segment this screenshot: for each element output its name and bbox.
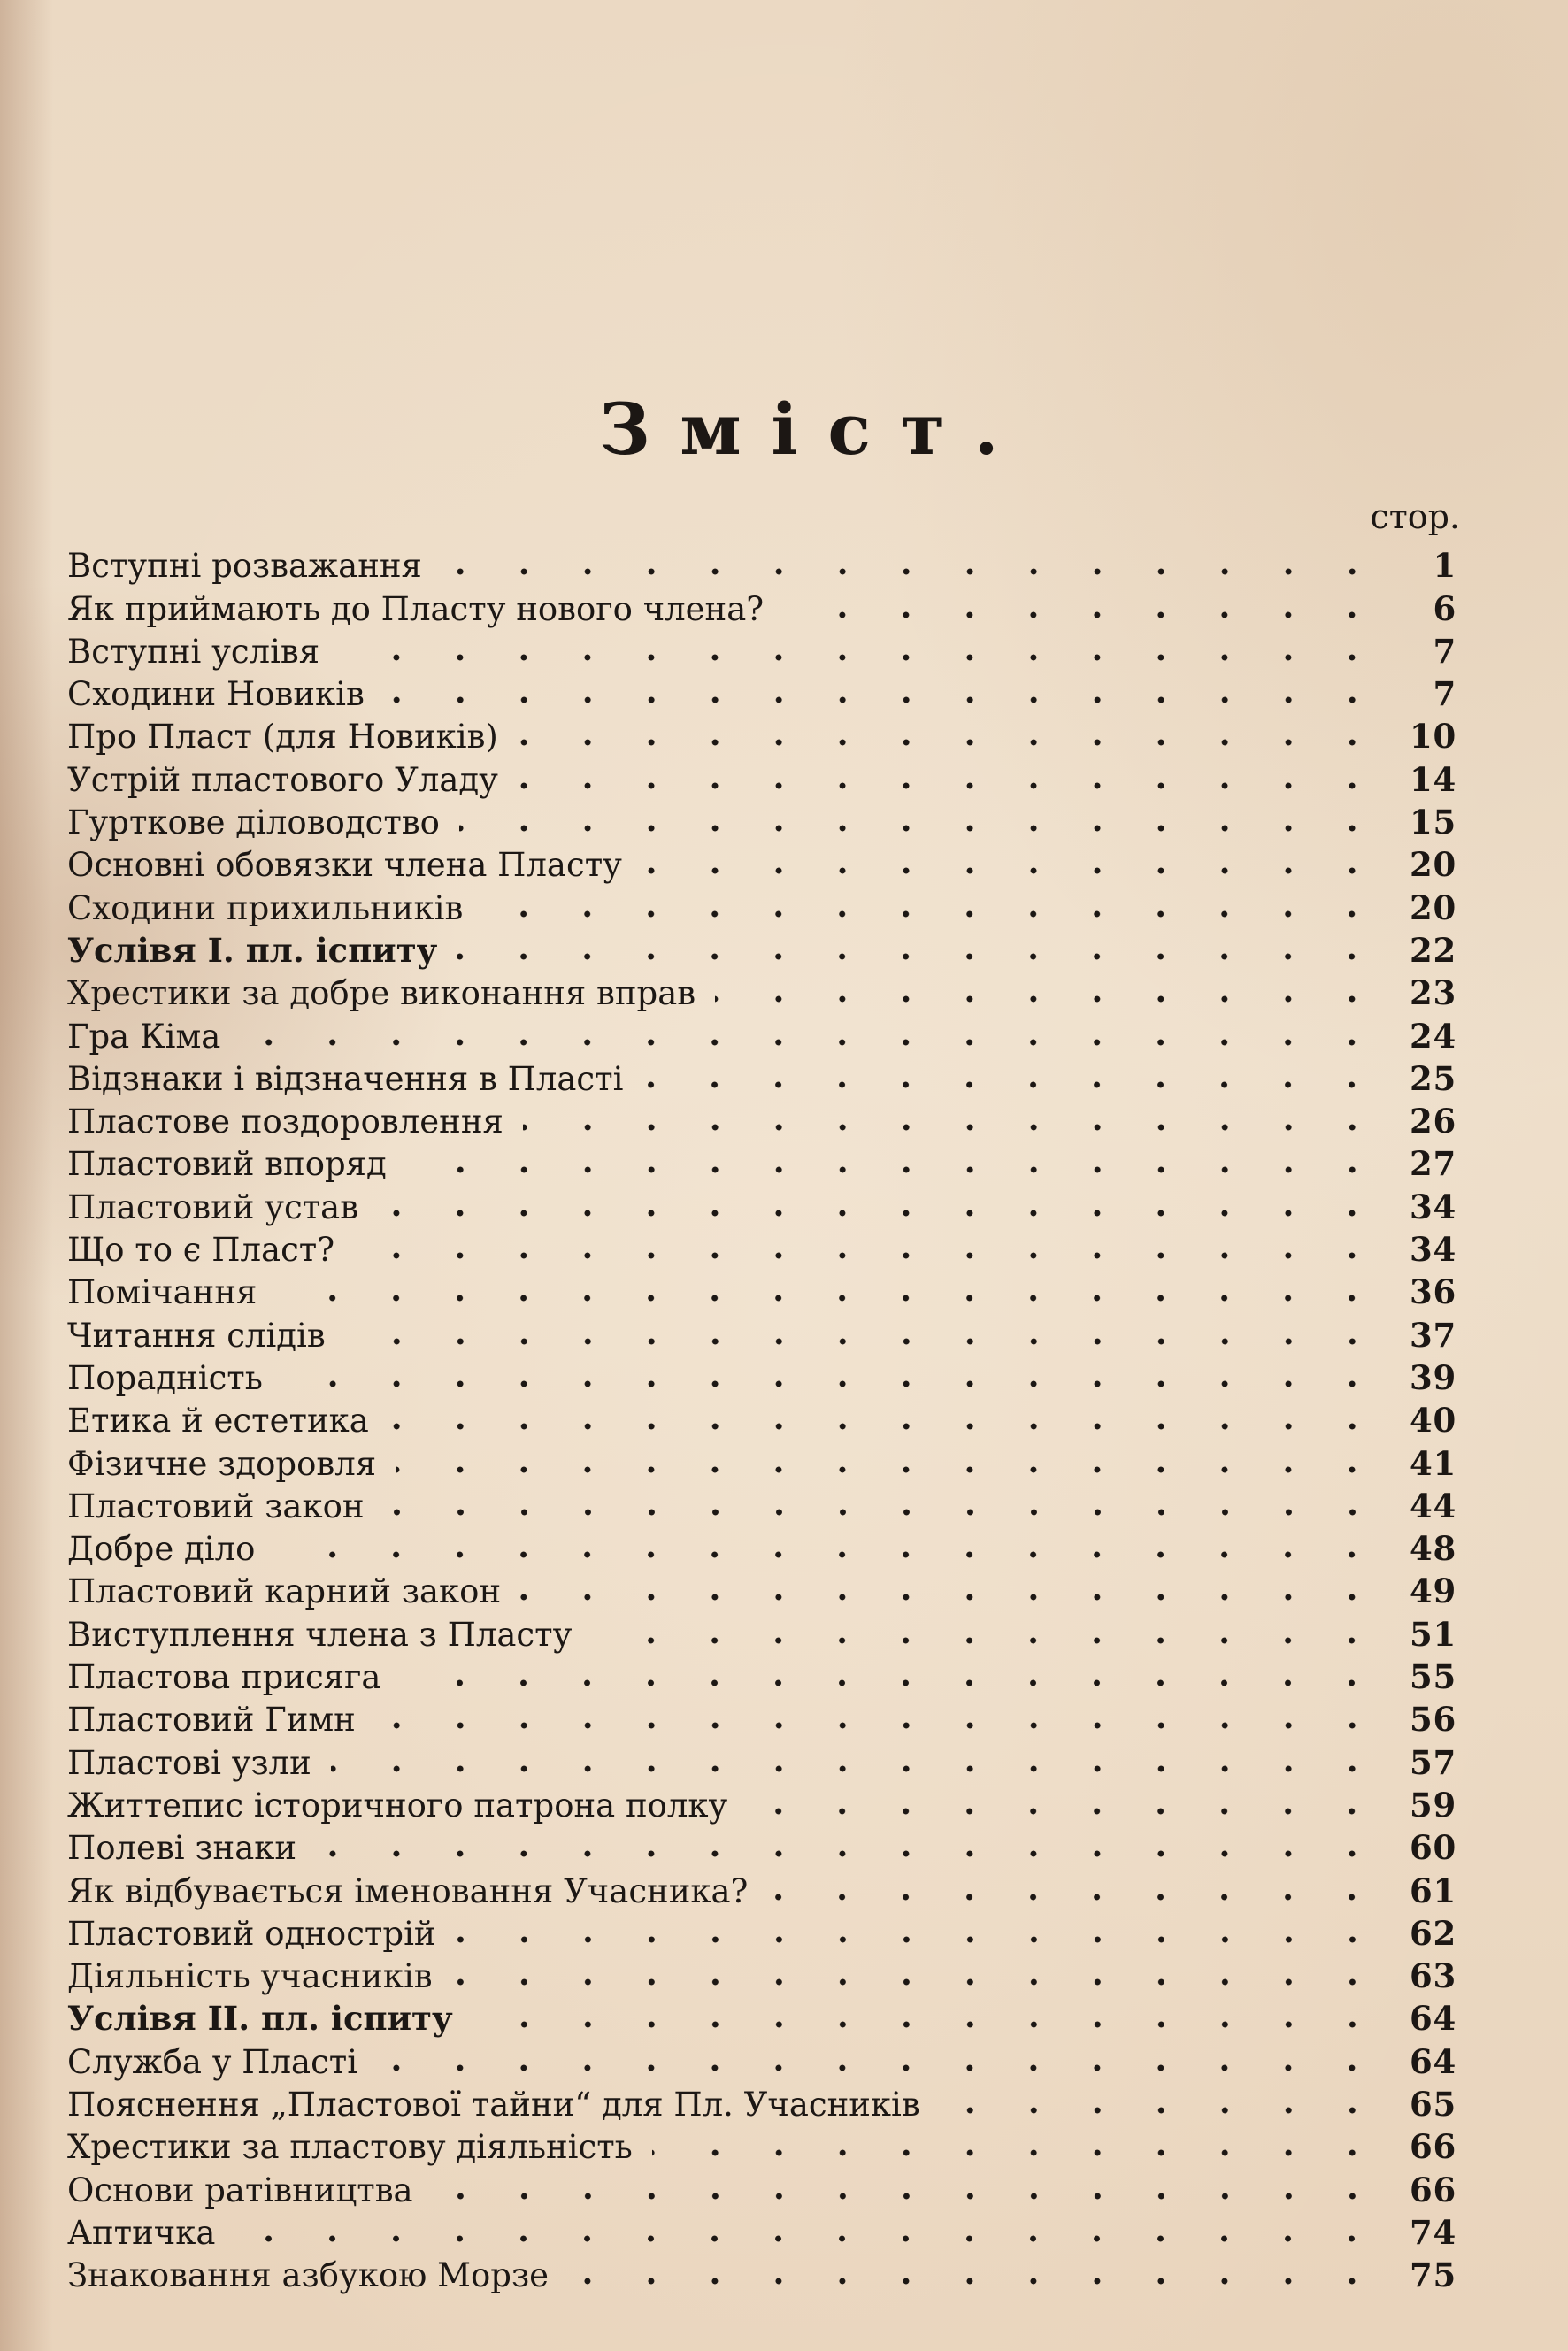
toc-entry [67,881,1457,927]
toc-entry-title: Помічання [67,1273,257,1312]
toc-entry-page: 23 [1410,973,1457,1013]
dot-leader [457,953,1384,960]
dot-leader [354,1252,1384,1259]
toc-entry [67,1352,1457,1397]
dot-leader [240,1039,1384,1046]
dot-leader [518,782,1384,789]
dot-leader [406,1166,1384,1173]
dot-leader [384,696,1384,703]
toc-entry-page: 34 [1410,1187,1457,1226]
toc-entry-page: 75 [1410,2255,1457,2295]
dot-leader [400,1679,1384,1686]
toc-entry-title: Пояснення „Пластової тайни“ для Пл. Учасників [67,2085,920,2124]
toc-entry-page: 64 [1410,2041,1457,2081]
page-edge-stain [0,0,53,2351]
toc-entry-title: Сходини Новиків [67,675,365,714]
toc-entry-title: Етика й естетика [67,1402,369,1441]
toc-entry [67,1864,1457,1910]
toc-entry-title: Услівя І. пл. іспиту [67,930,438,970]
toc-entry-title: Гра Кіма [67,1017,221,1056]
dot-leader [568,2278,1384,2285]
toc-entry [67,1523,1457,1569]
toc-entry-page: 44 [1410,1486,1457,1525]
dot-leader [652,2149,1384,2156]
dot-leader [384,1509,1384,1516]
toc-entry [67,1565,1457,1611]
dot-leader [783,611,1384,618]
toc-entry-title: Пластовий впоряд [67,1145,387,1184]
toc-entry [67,1180,1457,1226]
toc-entry [67,540,1457,586]
toc-entry [67,1822,1457,1868]
toc-entry [67,711,1457,757]
toc-entry-title: Пластові узли [67,1743,311,1782]
dot-leader [345,1338,1384,1345]
toc-entry-page: 25 [1410,1058,1457,1098]
toc-entry-page: 66 [1410,2170,1457,2209]
dot-leader [396,1466,1384,1473]
toc-entry-title: Полеві знаки [67,1829,297,1868]
toc-entry-page: 59 [1410,1785,1457,1825]
dot-leader [520,1594,1384,1601]
dot-leader [331,1765,1384,1772]
toc-entry-page: 20 [1410,845,1457,885]
toc-entry-title: Аптичка [67,2213,216,2252]
toc-entry [67,839,1457,885]
toc-entry [67,2249,1457,2295]
toc-entry [67,1779,1457,1825]
toc-entry-title: Услівя ІІ. пл. іспиту [67,1999,453,2039]
toc-entry-page: 61 [1410,1871,1457,1910]
toc-entry [67,925,1457,970]
toc-entry [67,1950,1457,1996]
toc-entry-title: Знаковання азбукою Морзе [67,2256,550,2295]
toc-entry-title: Відзнаки і відзначення в Пласті [67,1059,624,1098]
toc-entry [67,753,1457,799]
dot-leader [378,1210,1384,1217]
toc-entry-title: Як відбувається іменовання Учасника? [67,1871,749,1910]
dot-leader [375,1722,1384,1729]
toc-entry [67,1053,1457,1098]
toc-entry-title: Пластове поздоровлення [67,1103,503,1141]
dot-leader [473,2021,1384,2028]
toc-entry-title: Хрестики за добре виконання вправ [67,974,696,1013]
toc-entry-page: 36 [1410,1272,1457,1312]
toc-entry [67,2035,1457,2081]
dot-leader [433,2193,1384,2200]
toc-entry-title: Пластовий Гимн [67,1701,356,1740]
toc-entry [67,1138,1457,1184]
toc-entry-title: Пластова присяга [67,1658,381,1697]
toc-entry-title: Гурткове діловодство [67,803,440,842]
toc-entry-title: Основи ратівництва [67,2170,413,2209]
toc-entry [67,626,1457,671]
dot-leader [642,1081,1384,1088]
dot-leader [282,1380,1384,1387]
dot-leader [482,910,1384,918]
toc-entry-title: Пластовий карний закон [67,1572,502,1611]
toc-entry-page: 41 [1410,1443,1457,1483]
toc-entry-page: 6 [1433,588,1457,628]
toc-entry-page: 10 [1410,717,1457,757]
toc-entry-title: Основні обовязки члена Пласту [67,846,622,885]
toc-entry [67,1394,1457,1441]
toc-entry [67,796,1457,842]
toc-entry-page: 7 [1433,674,1457,714]
dot-leader [642,867,1384,874]
toc-entry [67,582,1457,628]
toc-entry [67,1266,1457,1312]
toc-entry-page: 56 [1410,1700,1457,1740]
toc-entry [67,2078,1457,2124]
toc-entry-page: 22 [1410,930,1457,970]
toc-entry [67,1309,1457,1355]
dot-leader [339,654,1384,661]
dot-leader [274,1551,1384,1558]
dot-leader [234,2235,1384,2242]
dot-leader [276,1295,1384,1302]
toc-entry-page: 14 [1410,759,1457,799]
toc-entry [67,1437,1457,1483]
dot-leader [456,1936,1384,1943]
toc-entry-page: 55 [1410,1657,1457,1697]
page-column-header: стор. [1370,497,1460,536]
toc-entry-title: Життепис історичного патрона полку [67,1786,728,1825]
toc-entry-title: Виступлення члена з Пласту [67,1615,573,1654]
dot-leader [523,1124,1384,1131]
toc-entry-page: 60 [1410,1828,1457,1868]
toc-entry-title: Діяльність учасників [67,1957,433,1996]
toc-entry-page: 39 [1410,1357,1457,1397]
toc-entry-title: Устрій пластового Уладу [67,760,498,799]
toc-entry [67,1095,1457,1141]
toc-entry-page: 57 [1410,1742,1457,1782]
toc-entry [67,1224,1457,1270]
dot-leader [442,568,1384,575]
dot-leader [591,1637,1384,1644]
toc-entry-title: Хрестики за пластову діяльність [67,2128,633,2167]
toc-entry [67,1010,1457,1056]
toc-entry-title: Порадність [67,1358,263,1397]
toc-entry-page: 49 [1410,1571,1457,1611]
toc-entry-title: Про Пласт (для Новиків) [67,718,498,757]
toc-entry-page: 64 [1410,1999,1457,2039]
toc-entry-title: Сходини прихильників [67,888,464,927]
toc-entry [67,2207,1457,2252]
toc-entry [67,1694,1457,1740]
toc-entry-title: Добре діло [67,1530,256,1569]
toc-entry-page: 24 [1410,1016,1457,1056]
toc-entry [67,2163,1457,2209]
dot-leader [767,1894,1384,1901]
table-of-contents [67,540,1457,2295]
toc-entry-page: 1 [1433,546,1457,586]
toc-entry-page: 27 [1410,1144,1457,1184]
toc-entry-page: 74 [1410,2212,1457,2252]
toc-entry [67,967,1457,1013]
dot-leader [388,1423,1384,1430]
toc-entry [67,1993,1457,2039]
page-title: Зміст. [598,388,1029,471]
toc-entry-page: 40 [1410,1401,1457,1441]
toc-entry-page: 63 [1410,1956,1457,1996]
toc-entry-page: 7 [1433,631,1457,671]
toc-entry-title: Вступні услівя [67,632,320,671]
dot-leader [940,2107,1384,2114]
toc-entry [67,1480,1457,1523]
toc-entry [67,1736,1457,1782]
dot-leader [452,1978,1384,1986]
toc-entry-page: 15 [1410,803,1457,842]
toc-entry-title: Пластовий однострій [67,1914,436,1953]
toc-entry [67,1908,1457,1953]
toc-entry-title: Як приймають до Пласту нового члена? [67,589,765,628]
toc-entry [67,1608,1457,1654]
toc-entry-page: 37 [1410,1315,1457,1355]
toc-entry [67,1651,1457,1697]
toc-entry-page: 65 [1410,2084,1457,2124]
toc-entry-page: 62 [1410,1913,1457,1953]
toc-entry-page: 48 [1410,1529,1457,1569]
toc-entry-page: 34 [1410,1230,1457,1270]
toc-entry-title: Що то є Пласт? [67,1231,335,1270]
dot-leader [316,1850,1384,1857]
toc-entry-title: Служба у Пласті [67,2042,358,2081]
toc-entry [67,2121,1457,2167]
toc-entry-title: Вступні розважання [67,547,422,586]
toc-entry-title: Пластовий закон [67,1487,365,1525]
toc-entry-title: Пластовий устав [67,1187,359,1226]
dot-leader [715,995,1384,1003]
toc-entry-title: Фізичне здоровля [67,1444,377,1483]
toc-entry [67,668,1457,714]
dot-leader [459,825,1384,832]
toc-entry-title: Читання слідів [67,1316,326,1355]
toc-entry-page: 20 [1410,887,1457,927]
dot-leader [518,739,1384,746]
toc-entry-page: 66 [1410,2127,1457,2167]
toc-entry-page: 26 [1410,1102,1457,1141]
toc-entry-page: 51 [1410,1614,1457,1654]
dot-leader [747,1808,1384,1815]
dot-leader [377,2064,1384,2071]
